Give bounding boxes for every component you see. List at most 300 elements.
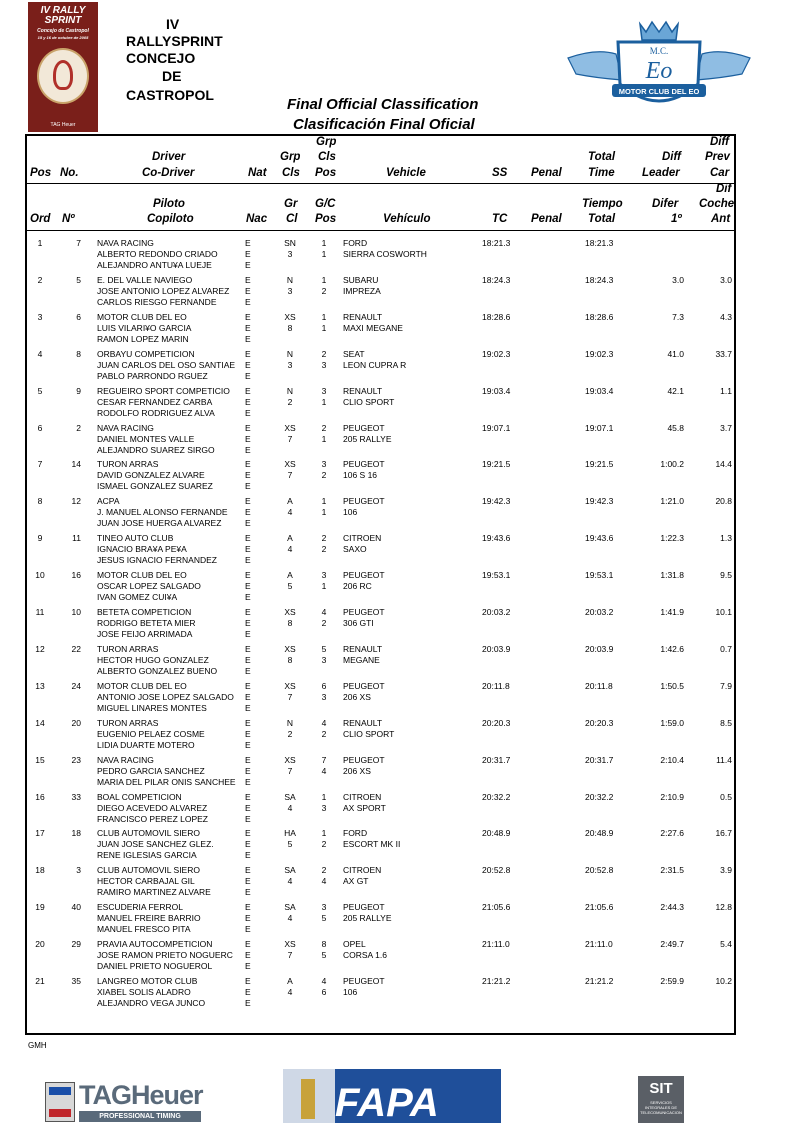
result-nat: E bbox=[245, 655, 251, 665]
result-entrant: LANGREO MOTOR CLUB bbox=[97, 976, 198, 986]
result-nat: E bbox=[245, 286, 251, 296]
result-nat: E bbox=[245, 323, 251, 333]
result-ss: 18:24.3 bbox=[482, 275, 511, 285]
result-nat: E bbox=[245, 629, 251, 639]
result-codriver: ALEJANDRO SUAREZ SIRGO bbox=[97, 445, 215, 455]
event-title-line1: IV bbox=[166, 16, 180, 32]
header-grpclspos-1: Grp bbox=[316, 136, 337, 148]
header-vehicle: Vehicle bbox=[386, 167, 426, 179]
header-no: No. bbox=[60, 167, 79, 179]
result-diff-prev: 3.7 bbox=[720, 423, 732, 433]
result-pos: 12 bbox=[35, 644, 45, 654]
result-make: FORD bbox=[343, 238, 368, 248]
result-model: SAXO bbox=[343, 544, 367, 554]
result-cls: 4 bbox=[287, 507, 293, 517]
result-codriver: ALEJANDRO VEGA JUNCO bbox=[97, 998, 206, 1008]
header-gcpos: Pos bbox=[315, 213, 337, 225]
result-entrant: CLUB AUTOMOVIL SIERO bbox=[97, 865, 200, 875]
result-ss: 18:28.6 bbox=[482, 312, 511, 322]
result-gpos: 1 bbox=[321, 238, 327, 248]
result-make: PEUGEOT bbox=[343, 681, 385, 691]
result-grp: XS bbox=[284, 644, 296, 654]
result-model: 306 GTI bbox=[343, 618, 374, 628]
result-pos: 4 bbox=[37, 349, 43, 359]
result-nat: E bbox=[245, 555, 251, 565]
result-cls: 4 bbox=[287, 544, 293, 554]
left-wing-icon bbox=[568, 52, 622, 80]
result-diff-prev: 5.4 bbox=[720, 939, 732, 949]
result-driver: RODRIGO BETETA MIER bbox=[97, 618, 196, 628]
result-gpos: 4 bbox=[321, 718, 327, 728]
result-ss: 20:20.3 bbox=[482, 718, 511, 728]
result-grp: N bbox=[286, 349, 294, 359]
result-grp: A bbox=[287, 496, 293, 506]
result-nat: E bbox=[245, 740, 251, 750]
crown-icon bbox=[640, 22, 678, 40]
result-diff-leader: 1:00.2 bbox=[660, 459, 684, 469]
result-nat: E bbox=[245, 777, 251, 787]
result-diff-leader: 1:21.0 bbox=[660, 496, 684, 506]
result-nat: E bbox=[245, 507, 251, 517]
result-diff-prev: 9.5 bbox=[720, 570, 732, 580]
result-nat: E bbox=[245, 618, 251, 628]
result-diff-prev: 20.8 bbox=[715, 496, 732, 506]
result-total: 20:11.8 bbox=[585, 681, 613, 691]
result-diff-leader: 1:59.0 bbox=[660, 718, 684, 728]
result-nat: E bbox=[245, 850, 251, 860]
result-grp: XS bbox=[284, 939, 296, 949]
header-diffprev-1: Diff bbox=[710, 136, 729, 148]
result-model: 206 XS bbox=[343, 692, 371, 702]
result-ss: 20:03.9 bbox=[482, 644, 511, 654]
result-codriver: RENE IGLESIAS GARCIA bbox=[97, 850, 197, 860]
result-diff-prev: 0.5 bbox=[720, 792, 732, 802]
result-gpos: 7 bbox=[321, 755, 327, 765]
result-pos: 8 bbox=[37, 496, 43, 506]
gmh-mark: GMH bbox=[28, 1041, 47, 1050]
result-no: 9 bbox=[76, 386, 81, 396]
result-diff-leader: 1:42.6 bbox=[660, 644, 684, 654]
result-cls: 7 bbox=[287, 434, 293, 444]
result-ss: 19:42.3 bbox=[482, 496, 511, 506]
result-nat: E bbox=[245, 544, 251, 554]
result-ss: 21:05.6 bbox=[482, 902, 511, 912]
result-nat: E bbox=[245, 423, 251, 433]
result-make: CITROEN bbox=[343, 533, 382, 543]
header-diffprev-3: Car bbox=[710, 167, 730, 179]
result-no: 22 bbox=[71, 644, 81, 654]
result-make: PEUGEOT bbox=[343, 976, 385, 986]
result-make: RENAULT bbox=[343, 386, 383, 396]
result-nat: E bbox=[245, 828, 251, 838]
header-ant: Ant bbox=[711, 213, 731, 225]
result-no: 40 bbox=[71, 902, 81, 912]
result-grp: SA bbox=[284, 902, 296, 912]
result-total: 18:28.6 bbox=[585, 312, 614, 322]
result-driver: XIABEL SOLIS ALADRO bbox=[97, 987, 191, 997]
result-ss: 21:21.2 bbox=[482, 976, 511, 986]
tagheuer-sub: PROFESSIONAL TIMING bbox=[79, 1111, 201, 1122]
poster-line3: Concejo de Castropol bbox=[37, 28, 89, 34]
result-ss: 20:52.8 bbox=[482, 865, 511, 875]
result-nat: E bbox=[245, 518, 251, 528]
result-no: 3 bbox=[76, 865, 81, 875]
result-nat: E bbox=[245, 865, 251, 875]
result-diff-prev: 8.5 bbox=[720, 718, 732, 728]
result-no: 24 bbox=[71, 681, 81, 691]
result-nat: E bbox=[245, 397, 251, 407]
result-diff-leader: 45.8 bbox=[667, 423, 684, 433]
result-nat: E bbox=[245, 459, 251, 469]
result-pos: 5 bbox=[37, 386, 43, 396]
result-codriver: MIGUEL LINARES MONTES bbox=[97, 703, 207, 713]
result-cls: 4 bbox=[287, 876, 293, 886]
result-diff-prev: 10.1 bbox=[715, 607, 732, 617]
result-no: 10 bbox=[71, 607, 81, 617]
result-ss: 19:21.5 bbox=[482, 459, 511, 469]
result-no: 5 bbox=[76, 275, 81, 285]
result-model: 106 S 16 bbox=[343, 470, 378, 480]
result-codriver: FRANCISCO PEREZ LOPEZ bbox=[97, 814, 208, 824]
result-make: PEUGEOT bbox=[343, 496, 385, 506]
result-no: 35 bbox=[71, 976, 81, 986]
header-piloto: Piloto bbox=[153, 198, 185, 210]
result-driver: ANTONIO JOSE LOPEZ SALGADO bbox=[97, 692, 234, 702]
result-pos: 9 bbox=[37, 533, 43, 543]
result-codriver: MANUEL FRESCO PITA bbox=[97, 924, 191, 934]
result-nat: E bbox=[245, 766, 251, 776]
result-driver: MANUEL FREIRE BARRIO bbox=[97, 913, 201, 923]
result-make: PEUGEOT bbox=[343, 755, 385, 765]
result-make: OPEL bbox=[343, 939, 366, 949]
result-grp: SA bbox=[284, 865, 296, 875]
result-model: MAXI MEGANE bbox=[343, 323, 403, 333]
result-codriver: ALEJANDRO ANTU¥A LUEJE bbox=[97, 260, 212, 270]
result-driver: DIEGO ACEVEDO ALVAREZ bbox=[97, 803, 208, 813]
result-diff-prev: 1.3 bbox=[720, 533, 732, 543]
result-grp: XS bbox=[284, 681, 296, 691]
result-ss: 20:48.9 bbox=[482, 828, 511, 838]
result-cls: 2 bbox=[287, 729, 293, 739]
result-grp: XS bbox=[284, 312, 296, 322]
result-driver: JUAN JOSE SANCHEZ GLEZ. bbox=[97, 839, 214, 849]
poster-brand: TAG Heuer bbox=[50, 122, 76, 128]
result-diff-prev: 7.9 bbox=[720, 681, 732, 691]
result-diff-leader: 2:44.3 bbox=[660, 902, 684, 912]
header-diffprev-2: Prev bbox=[705, 151, 730, 163]
result-nat: E bbox=[245, 607, 251, 617]
result-grp: XS bbox=[284, 607, 296, 617]
result-no: 14 bbox=[71, 459, 81, 469]
result-model: 106 bbox=[343, 507, 358, 517]
result-model: MEGANE bbox=[343, 655, 380, 665]
result-diff-leader: 7.3 bbox=[672, 312, 684, 322]
result-cpos: 3 bbox=[321, 692, 327, 702]
result-diff-prev: 12.8 bbox=[715, 902, 732, 912]
result-diff-prev: 3.9 bbox=[720, 865, 732, 875]
result-nat: E bbox=[245, 249, 251, 259]
tagheuer-logo bbox=[45, 1082, 201, 1122]
result-total: 19:43.6 bbox=[585, 533, 614, 543]
result-nat: E bbox=[245, 913, 251, 923]
result-grp: XS bbox=[284, 755, 296, 765]
result-no: 16 bbox=[71, 570, 81, 580]
result-total: 19:21.5 bbox=[585, 459, 614, 469]
result-diff-leader: 2:10.4 bbox=[660, 755, 684, 765]
result-driver: DANIEL MONTES VALLE bbox=[97, 434, 195, 444]
club-initials: Eo bbox=[645, 58, 673, 84]
result-codriver: RAMON LOPEZ MARIN bbox=[97, 334, 189, 344]
result-pos: 11 bbox=[35, 607, 45, 617]
result-driver: ALBERTO REDONDO CRIADO bbox=[97, 249, 218, 259]
header-ord: Ord bbox=[30, 213, 51, 225]
result-entrant: NAVA RACING bbox=[97, 238, 154, 248]
result-diff-leader: 2:31.5 bbox=[660, 865, 684, 875]
result-nat: E bbox=[245, 814, 251, 824]
result-cpos: 4 bbox=[321, 876, 327, 886]
tagheuer-shield-icon bbox=[45, 1082, 75, 1122]
result-cls: 3 bbox=[287, 286, 293, 296]
result-nat: E bbox=[245, 470, 251, 480]
result-gpos: 1 bbox=[321, 828, 327, 838]
header-dif: Dif bbox=[716, 183, 732, 195]
result-cls: 2 bbox=[287, 397, 293, 407]
result-codriver: LIDIA DUARTE MOTERO bbox=[97, 740, 195, 750]
result-entrant: NAVA RACING bbox=[97, 755, 154, 765]
header-grpclspos-2: Cls bbox=[318, 151, 336, 163]
result-no: 11 bbox=[72, 533, 81, 543]
result-cls: 8 bbox=[287, 618, 293, 628]
result-ss: 20:31.7 bbox=[482, 755, 511, 765]
result-total: 18:24.3 bbox=[585, 275, 614, 285]
result-cpos: 1 bbox=[321, 507, 327, 517]
result-nat: E bbox=[245, 976, 251, 986]
event-title-line3: CONCEJO bbox=[126, 50, 196, 66]
result-nat: E bbox=[245, 729, 251, 739]
result-nat: E bbox=[245, 496, 251, 506]
result-driver: DAVID GONZALEZ ALVARE bbox=[97, 470, 205, 480]
result-diff-leader: 2:10.9 bbox=[660, 792, 684, 802]
result-ss: 19:53.1 bbox=[482, 570, 511, 580]
header-vehiculo: Vehículo bbox=[383, 213, 431, 225]
header-grp: Grp bbox=[280, 151, 301, 163]
result-entrant: PRAVIA AUTOCOMPETICION bbox=[97, 939, 213, 949]
result-no: 6 bbox=[76, 312, 81, 322]
result-no: 2 bbox=[76, 423, 81, 433]
result-entrant: ORBAYU COMPETICION bbox=[97, 349, 195, 359]
result-nat: E bbox=[245, 924, 251, 934]
result-codriver: RODOLFO RODRIGUEZ ALVA bbox=[97, 408, 215, 418]
result-nat: E bbox=[245, 902, 251, 912]
result-cls: 7 bbox=[287, 950, 293, 960]
result-total: 19:03.4 bbox=[585, 386, 614, 396]
result-cls: 8 bbox=[287, 655, 293, 665]
result-gpos: 2 bbox=[321, 533, 327, 543]
result-make: PEUGEOT bbox=[343, 607, 385, 617]
result-grp: A bbox=[287, 533, 293, 543]
result-cpos: 2 bbox=[321, 729, 327, 739]
result-total: 21:11.0 bbox=[585, 939, 613, 949]
header-tc: TC bbox=[492, 213, 508, 225]
result-pos: 21 bbox=[35, 976, 45, 986]
header-copiloto: Copiloto bbox=[147, 213, 194, 225]
result-gpos: 8 bbox=[321, 939, 327, 949]
result-pos: 7 bbox=[37, 459, 43, 469]
result-total: 19:07.1 bbox=[585, 423, 614, 433]
result-total: 20:52.8 bbox=[585, 865, 614, 875]
result-model: 205 RALLYE bbox=[343, 434, 392, 444]
result-model: SIERRA COSWORTH bbox=[343, 249, 427, 259]
result-codriver: DANIEL PRIETO NOGUEROL bbox=[97, 961, 213, 971]
result-driver: EUGENIO PELAEZ COSME bbox=[97, 729, 205, 739]
result-make: PEUGEOT bbox=[343, 459, 385, 469]
result-diff-prev: 14.4 bbox=[715, 459, 732, 469]
result-cls: 7 bbox=[287, 766, 293, 776]
result-driver: HECTOR CARBAJAL GIL bbox=[97, 876, 195, 886]
result-no: 7 bbox=[76, 238, 81, 248]
result-total: 19:53.1 bbox=[585, 570, 614, 580]
result-make: PEUGEOT bbox=[343, 570, 385, 580]
result-nat: E bbox=[245, 792, 251, 802]
result-grp: N bbox=[286, 386, 294, 396]
result-cpos: 5 bbox=[321, 913, 327, 923]
result-make: SUBARU bbox=[343, 275, 379, 285]
header-time: Time bbox=[588, 167, 615, 179]
result-grp: XS bbox=[284, 459, 296, 469]
result-cls: 7 bbox=[287, 692, 293, 702]
result-model: 106 bbox=[343, 987, 358, 997]
result-diff-leader: 42.1 bbox=[667, 386, 684, 396]
result-nat: E bbox=[245, 312, 251, 322]
result-diff-leader: 2:49.7 bbox=[660, 939, 684, 949]
result-total: 18:21.3 bbox=[585, 238, 614, 248]
result-ss: 20:11.8 bbox=[482, 681, 510, 691]
result-pos: 14 bbox=[35, 718, 45, 728]
result-nat: E bbox=[245, 703, 251, 713]
result-no: 12 bbox=[71, 496, 81, 506]
result-diff-prev: 16.7 bbox=[715, 828, 732, 838]
result-make: RENAULT bbox=[343, 312, 383, 322]
header-codriver: Co-Driver bbox=[142, 167, 195, 179]
header-ss: SS bbox=[492, 167, 508, 179]
header-total-es: Total bbox=[588, 213, 616, 225]
result-no: 29 bbox=[71, 939, 81, 949]
result-diff-leader: 1:41.9 bbox=[660, 607, 684, 617]
result-pos: 15 bbox=[35, 755, 45, 765]
result-cls: 7 bbox=[287, 470, 293, 480]
event-title-line4: DE bbox=[162, 68, 182, 84]
result-make: CITROEN bbox=[343, 792, 382, 802]
stopwatch-icon bbox=[37, 48, 89, 104]
result-diff-leader: 3.0 bbox=[672, 275, 684, 285]
header-pos: Pos bbox=[30, 167, 52, 179]
result-diff-leader: 2:27.6 bbox=[660, 828, 684, 838]
result-cls: 5 bbox=[287, 581, 293, 591]
result-make: RENAULT bbox=[343, 718, 383, 728]
result-cpos: 1 bbox=[321, 323, 327, 333]
result-total: 20:03.2 bbox=[585, 607, 614, 617]
result-ss: 20:32.2 bbox=[482, 792, 511, 802]
result-gpos: 1 bbox=[321, 312, 327, 322]
result-pos: 10 bbox=[35, 570, 45, 580]
result-pos: 1 bbox=[37, 238, 43, 248]
result-cls: 4 bbox=[287, 987, 293, 997]
result-entrant: NAVA RACING bbox=[97, 423, 154, 433]
result-nat: E bbox=[245, 887, 251, 897]
result-grp: SN bbox=[284, 238, 296, 248]
header-cl: Cl bbox=[286, 213, 298, 225]
result-pos: 16 bbox=[35, 792, 45, 802]
result-cls: 5 bbox=[287, 839, 293, 849]
result-total: 20:48.9 bbox=[585, 828, 614, 838]
result-gpos: 3 bbox=[321, 386, 327, 396]
poster-line4: 15 y 16 de octubre de 2005 bbox=[37, 35, 89, 40]
tagheuer-word: TAGHeuer bbox=[79, 1080, 203, 1110]
result-driver: OSCAR LOPEZ SALGADO bbox=[97, 581, 201, 591]
fapa-logo bbox=[283, 1069, 501, 1123]
header-nat: Nat bbox=[248, 167, 267, 179]
result-grp: A bbox=[287, 570, 293, 580]
result-cpos: 4 bbox=[321, 766, 327, 776]
result-nat: E bbox=[245, 987, 251, 997]
result-gpos: 3 bbox=[321, 902, 327, 912]
result-grp: HA bbox=[284, 828, 296, 838]
header-tiempo: Tiempo bbox=[582, 198, 623, 210]
result-codriver: MARIA DEL PILAR ONIS SANCHEE bbox=[97, 777, 236, 787]
result-diff-leader: 1:31.8 bbox=[660, 570, 684, 580]
result-nat: E bbox=[245, 644, 251, 654]
result-gpos: 1 bbox=[321, 496, 327, 506]
result-nat: E bbox=[245, 718, 251, 728]
result-entrant: MOTOR CLUB DEL EO bbox=[97, 570, 187, 580]
header-grpclspos-3: Pos bbox=[315, 167, 337, 179]
result-cpos: 1 bbox=[321, 249, 327, 259]
result-gpos: 4 bbox=[321, 976, 327, 986]
title-spanish: Clasificación Final Oficial bbox=[293, 116, 475, 133]
result-gpos: 1 bbox=[321, 275, 327, 285]
result-total: 20:31.7 bbox=[585, 755, 614, 765]
result-make: RENAULT bbox=[343, 644, 383, 654]
result-entrant: MOTOR CLUB DEL EO bbox=[97, 681, 187, 691]
header-divider-1 bbox=[27, 183, 734, 184]
result-total: 19:42.3 bbox=[585, 496, 614, 506]
result-total: 20:20.3 bbox=[585, 718, 614, 728]
header-primero: 1º bbox=[671, 213, 682, 225]
result-nat: E bbox=[245, 275, 251, 285]
result-driver: JUAN CARLOS DEL OSO SANTIAE bbox=[97, 360, 236, 370]
result-ss: 19:07.1 bbox=[482, 423, 511, 433]
result-nat: E bbox=[245, 592, 251, 602]
result-cpos: 3 bbox=[321, 803, 327, 813]
result-make: FORD bbox=[343, 828, 368, 838]
event-title-line5: CASTROPOL bbox=[126, 87, 214, 103]
result-gpos: 3 bbox=[321, 570, 327, 580]
result-model: 206 RC bbox=[343, 581, 372, 591]
result-model: CLIO SPORT bbox=[343, 729, 395, 739]
result-model: CORSA 1.6 bbox=[343, 950, 387, 960]
result-nat: E bbox=[245, 755, 251, 765]
sit-logo bbox=[638, 1076, 684, 1123]
header-coche: Coche bbox=[699, 198, 735, 210]
result-gpos: 4 bbox=[321, 607, 327, 617]
result-cls: 8 bbox=[287, 323, 293, 333]
result-codriver: JOSE FEIJO ARRIMADA bbox=[97, 629, 193, 639]
result-codriver: ALBERTO GONZALEZ BUENO bbox=[97, 666, 218, 676]
sit-word: SIT bbox=[649, 1080, 673, 1097]
result-pos: 17 bbox=[35, 828, 45, 838]
result-gpos: 2 bbox=[321, 865, 327, 875]
club-mc: M.C. bbox=[649, 46, 669, 56]
